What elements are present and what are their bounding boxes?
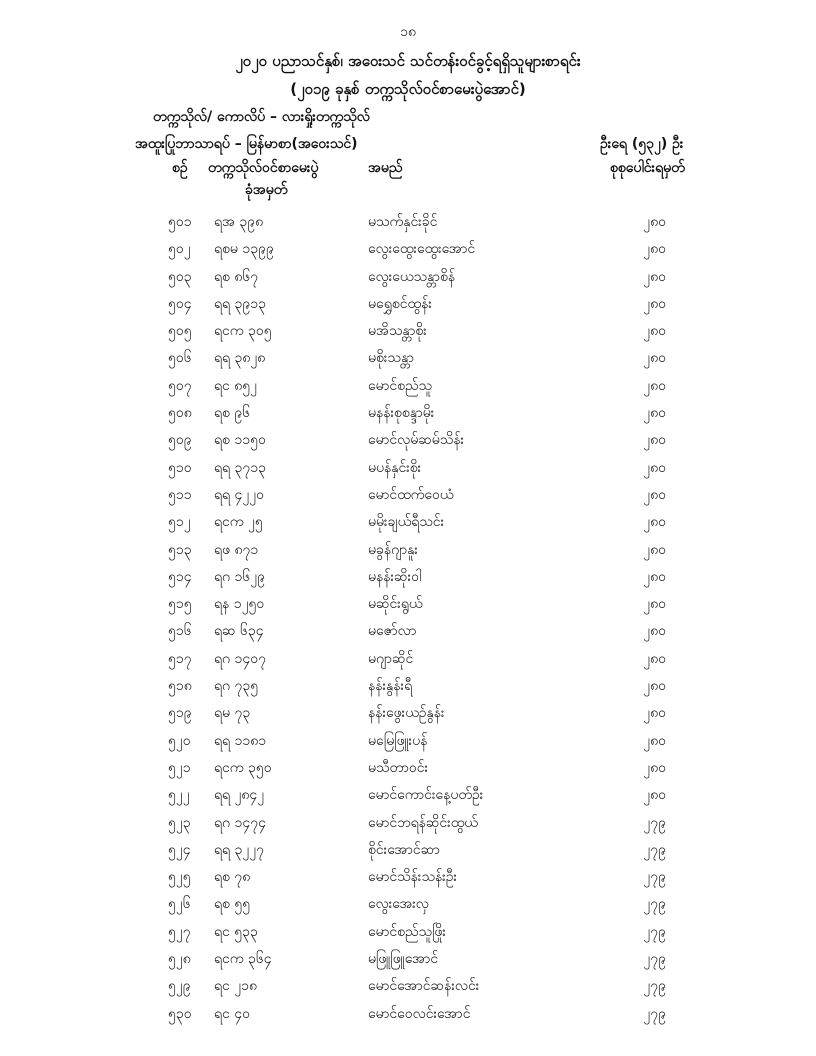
row-number: ၅၀၄	[168, 295, 192, 312]
table-row	[0, 344, 816, 371]
roll-number: ရစ ၅၅	[214, 896, 251, 913]
row-number: ၅၂၆	[168, 896, 191, 913]
student-name: မအိသန္တာစိုး	[368, 323, 427, 340]
roll-number: ရရ ၁၁၈၁	[214, 732, 267, 749]
row-number: ၅၀၆	[168, 350, 192, 367]
total-score: ၂၈၀	[643, 596, 666, 613]
table-row	[0, 945, 816, 972]
table-row	[0, 972, 816, 999]
roll-number: ရစ ၉၆	[214, 405, 251, 422]
total-score: ၂၈၀	[643, 377, 666, 394]
student-name: မရွှေစင်ထွန်း	[368, 295, 432, 312]
roll-number: ရငက ၂၅	[214, 514, 263, 531]
roll-number: ရစ ၈၆၇	[214, 268, 259, 285]
total-score: ၂၇၉	[643, 814, 666, 831]
header-name: အမည်	[368, 160, 403, 176]
row-number: ၅၃၀	[168, 1005, 192, 1022]
student-name: မဂျာဆိုင်	[368, 650, 414, 667]
table-row	[0, 290, 816, 317]
total-score: ၂၈၀	[643, 541, 666, 558]
roll-number: ရရ ၄၂၂၀	[214, 486, 265, 503]
row-number: ၅၂၃	[168, 814, 191, 831]
roll-number: ရအ ၃၉၈	[214, 214, 264, 230]
document-title: ၂၀၂၀ ပညာသင်နှစ်၊ အဝေးသင် သင်တန်းဝင်ခွင့်ရရှိသူများစာရင်း	[235, 52, 581, 70]
student-name: မခွန်ဂျာနူး	[368, 541, 418, 558]
total-score: ၂၈၀	[643, 514, 666, 531]
total-score: ၂၈၀	[643, 705, 666, 722]
total-score: ၂၈၀	[643, 295, 666, 312]
roll-number: ရဂ ၁၄၇၄	[214, 814, 266, 831]
roll-number: ရရ ၃၂၂၇	[214, 841, 265, 858]
total-score: ၂၈၀	[643, 350, 666, 367]
row-number: ၅၁၇	[168, 650, 192, 667]
total-score: ၂၈၀	[643, 678, 666, 695]
student-name: မသီတာဝင်း	[368, 759, 429, 776]
roll-number: ရဂ ၁၄၀၇	[214, 650, 266, 667]
roll-number: ရရ ၂၈၄၂	[214, 787, 265, 804]
row-number: ၅၁၅	[168, 596, 192, 613]
university-line: တက္ကသိုလ်/ ကောလိပ် – လားရှိုးတက္ကသိုလ်	[153, 109, 370, 125]
row-number: ၅၁၃	[168, 541, 192, 558]
total-score: ၂၇၉	[643, 978, 666, 995]
student-name: မောင်သိန်းသန်းဦး	[368, 869, 458, 886]
row-number: ၅၂၅	[168, 869, 191, 886]
student-name: မမိုးချယ်ရီသင်း	[368, 514, 445, 531]
student-name: မောင်ဝေလင်းအောင်	[368, 1005, 471, 1022]
row-number: ၅၂၁	[168, 759, 191, 776]
table-row	[0, 645, 816, 672]
table-row	[0, 536, 816, 563]
table-row	[0, 481, 816, 508]
student-name: လွေးအေးလှ	[368, 896, 429, 913]
table-row	[0, 426, 816, 453]
table-row	[0, 754, 816, 781]
row-number: ၅၂၈	[168, 951, 191, 968]
roll-number: ရဂ ၇၃၅	[214, 678, 259, 695]
row-number: ၅၂၇	[168, 923, 191, 940]
table-row	[0, 672, 816, 699]
row-number: ၅၂၀	[168, 732, 191, 749]
student-name: နန်းဖွေးယဉ်နွန်း	[368, 705, 445, 722]
student-name: စိုင်းအောင်ဆာ	[368, 841, 440, 858]
major-line: အထူးပြုဘာသာရပ် – မြန်မာစာ(အဝေးသင်)	[135, 136, 358, 152]
row-number: ၅၀၁	[168, 214, 192, 230]
table-row	[0, 563, 816, 590]
total-score: ၂၈၀	[643, 214, 666, 230]
table-row	[0, 699, 816, 726]
row-number: ၅၁၆	[168, 623, 192, 640]
row-number: ၅၀၈	[168, 405, 192, 422]
document-subtitle: (၂၀၁၉ ခုနှစ် တက္ကသိုလ်ဝင်စာမေးပွဲအောင်)	[290, 80, 526, 98]
student-name: မဖြူဖြူအောင်	[368, 951, 439, 968]
total-score: ၂၇၉	[643, 869, 666, 886]
row-number: ၅၀၃	[168, 268, 192, 285]
student-name: မောင်လုမ်ဆမ်သိန်း	[368, 432, 465, 449]
total-score: ၂၇၉	[643, 923, 666, 940]
total-score: ၂၈၀	[643, 268, 666, 285]
row-number: ၅၀၂	[168, 241, 191, 258]
student-name: မနန်းဆိုးဝါ	[368, 568, 422, 585]
roll-number: ရင ၈၅၂	[214, 377, 258, 394]
table-row	[0, 727, 816, 754]
roll-number: ရဖ ၈၇၁	[214, 541, 259, 558]
row-number: ၅၁၄	[168, 568, 192, 585]
student-name: မဇော်လာ	[368, 623, 417, 640]
table-row	[0, 372, 816, 399]
table-row	[0, 809, 816, 836]
roll-number: ရဂ ၁၆၂၉	[214, 568, 265, 585]
roll-number: ရဆ ၆၃၄	[214, 623, 264, 640]
row-number: ၅၁၁	[168, 486, 192, 503]
roll-number: ရင ၄၀	[214, 1005, 251, 1022]
table-row	[0, 263, 816, 290]
roll-number: ရရ ၃၇၁၃	[214, 459, 267, 476]
student-name: မောင်စည်သူ	[368, 377, 433, 394]
table-row	[0, 454, 816, 481]
total-score: ၂၇၉	[643, 841, 666, 858]
row-number: ၅၁၀	[168, 459, 192, 476]
total-score: ၂၈၀	[643, 241, 666, 258]
total-score: ၂၈၀	[643, 432, 666, 449]
results-table	[0, 208, 816, 1027]
table-row	[0, 590, 816, 617]
student-name: မဆိုင်းရွယ်	[368, 596, 423, 613]
table-row	[0, 235, 816, 262]
page-number: ၁၈	[400, 24, 416, 40]
row-number: ၅၁၂	[168, 514, 191, 531]
table-row	[0, 508, 816, 535]
roll-number: ရန ၁၂၅၀	[214, 596, 265, 613]
total-score: ၂၈၀	[643, 650, 666, 667]
roll-number: ရမ ၇၃	[214, 705, 251, 722]
roll-number: ရင ၂၁၈	[214, 978, 258, 995]
row-number: ၅၂၄	[168, 841, 191, 858]
table-row	[0, 918, 816, 945]
total-score: ၂၈၀	[643, 732, 666, 749]
row-number: ၅၀၇	[168, 377, 192, 394]
roll-number: ရစ ၇၈	[214, 869, 251, 886]
total-score: ၂၈၀	[643, 405, 666, 422]
header-roll-line2: ခုံအမှတ်	[245, 182, 288, 198]
roll-number: ရစ ၁၁၅၀	[214, 432, 266, 449]
row-number: ၅၁၉	[168, 705, 192, 722]
roll-number: ရငက ၃၆၄	[214, 951, 272, 968]
table-row	[0, 890, 816, 917]
table-row	[0, 863, 816, 890]
total-score: ၂၈၀	[643, 759, 666, 776]
student-name: မစိုးသန္တာ	[368, 350, 414, 367]
student-name: မောင်စည်သူဖြိုး	[368, 923, 446, 940]
student-name: မသက်နှင်းခိုင်	[368, 214, 438, 230]
student-name: လွေးယေသန္တာစိန်	[368, 268, 456, 285]
header-score: စုစုပေါင်းရမှတ်	[610, 160, 685, 176]
student-name: မောင်ထက်ဝေယံ	[368, 486, 454, 503]
row-number: ၅၂၂	[168, 787, 190, 804]
student-name: မောင်ဘရန်ဆိုင်းထွယ်	[368, 814, 478, 831]
roll-number: ရငက ၃၅၀	[214, 759, 272, 776]
total-score: ၂၈၀	[643, 787, 666, 804]
table-row	[0, 836, 816, 863]
row-number: ၅၀၅	[168, 323, 192, 340]
student-name: မောင်ကောင်းနေ့ပတ်ဦး	[368, 787, 484, 804]
total-score: ၂၈၀	[643, 623, 666, 640]
total-score: ၂၈၀	[643, 568, 666, 585]
table-row	[0, 1000, 816, 1027]
header-no: စဉ်	[172, 160, 188, 176]
total-score: ၂၇၉	[643, 896, 666, 913]
roll-number: ရငက ၃၀၅	[214, 323, 272, 340]
total-score: ၂၇၉	[643, 951, 666, 968]
total-count: ဦးရေ (၅၃၂) ဦး	[600, 136, 684, 152]
student-name: လွေးထွေးထွေးအောင်	[368, 241, 476, 258]
row-number: ၅၂၉	[168, 978, 191, 995]
student-name: မနန်းစုစန္ဒာမိုး	[368, 405, 435, 422]
row-number: ၅၁၈	[168, 678, 192, 695]
table-row	[0, 399, 816, 426]
table-row	[0, 208, 816, 235]
header-roll: တက္ကသိုလ်ဝင်စာမေးပွဲ	[208, 160, 319, 176]
student-name: မမြေဖြူးပန်	[368, 732, 428, 749]
roll-number: ရစမ ၁၃၉၉	[214, 241, 274, 258]
student-name: မောင်အောင်ဆန်းလင်း	[368, 978, 480, 995]
roll-number: ရရ ၃၈၂၈	[214, 350, 266, 367]
table-row	[0, 317, 816, 344]
student-name: မပန်နှင်းစိုး	[368, 459, 422, 476]
roll-number: ရင ၅၃၃	[214, 923, 258, 940]
row-number: ၅၀၉	[168, 432, 192, 449]
student-name: နန်းနွန်းရီ	[368, 678, 413, 695]
table-row	[0, 781, 816, 808]
roll-number: ရရ ၃၉၁၃	[214, 295, 267, 312]
table-row	[0, 617, 816, 644]
total-score: ၂၇၉	[643, 1005, 666, 1022]
total-score: ၂၈၀	[643, 486, 666, 503]
total-score: ၂၈၀	[643, 323, 666, 340]
total-score: ၂၈၀	[643, 459, 666, 476]
